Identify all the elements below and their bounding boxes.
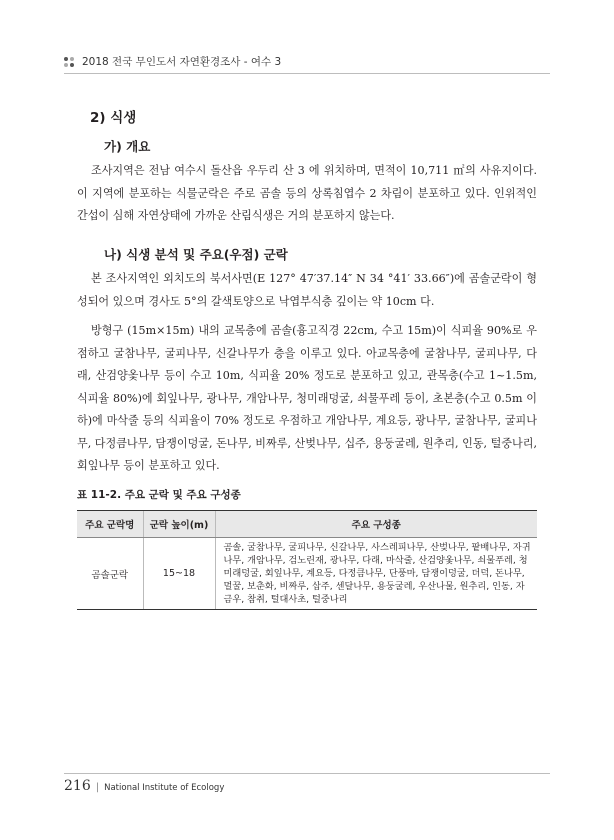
table-caption: 표 11-2. 주요 군락 및 주요 구성종 (77, 489, 241, 501)
analysis-paragraph-2: 방형구 (15m×15m) 내의 교목층에 곰솔(흉고직경 22cm, 수고 15m)이 식피율 90%로 우점하고 굴참나무, 굴피나무, 신갈나무가 층을 이루고 있다. 아교목층에 굴참나무, 굴피나무, 다래, 산검양옻나무 등이 수고 10m, 식피율 20% 정도로 분포하고 있고, 관목층(수고 1~1.5m, 식피율 80%)에 회잎나무, 광나무, 개암나무, 청미래덩굴, 쇠물푸레 등이, 초본층(수고 0.5m 이하)에 마삭줄 등의 식피율이 70% 정도로 우점하고 개암나무, 계요등, 광나무, 굴참나무, 굴피나무, 다정큼나무, 담쟁이덩굴, 돈나무, 비짜루, 산벚나무, 십주, 용둥굴레, 원추리, 인동, 털중나리, 회잎나무 등이 분포하고 있다. (77, 324, 537, 472)
footer-divider (64, 773, 550, 774)
community-species-table (77, 510, 537, 610)
header-divider (64, 73, 550, 74)
subsection-heading-analysis: 나) 식생 분석 및 주요(우점) 군락 (104, 247, 288, 262)
community-height-cell: 15~18 (143, 538, 215, 610)
footer-separator: | (95, 782, 100, 793)
community-name-cell: 곰솔군락 (77, 538, 143, 610)
grid-dots-icon (64, 57, 74, 67)
page-footer (64, 778, 224, 794)
column-header-species: 주요 구성종 (215, 511, 537, 538)
overview-paragraph: 조사지역은 전남 여수시 돌산읍 우두리 산 3 에 위치하며, 면적이 10,711 ㎡의 사유지이다. 이 지역에 분포하는 식물군락은 주로 곰솔 등의 상록침엽수 2 차림이 분포하고 있다. 인위적인 간섭이 심해 자연상태에 가까운 산림식생은 거의 분포하지 않는다. (77, 164, 537, 222)
analysis-paragraph-1: 본 조사지역인 외치도의 북서사면(E 127° 47′37.14″ N 34 °41′ 33.66″)에 곰솔군락이 형성되어 있으며 경사도 5°의 갈색토양으로 낙엽부식층 깊이는 약 10cm 다. (77, 272, 537, 308)
section-heading: 2) 식생 (90, 110, 137, 126)
page-number: 216 (64, 778, 91, 794)
subsection-heading-overview: 가) 개요 (104, 139, 151, 154)
table-row (77, 538, 537, 610)
footer-institute: National Institute of Ecology (104, 783, 225, 793)
table-header-row (77, 511, 537, 538)
running-header (64, 54, 281, 69)
column-header-community: 주요 군락명 (77, 511, 143, 538)
species-list-cell: 곰솔, 굴참나무, 굴피나무, 신갈나무, 사스레피나무, 산벚나무, 팥배나무, 자귀나무, 개암나무, 검노린재, 광나무, 다래, 마삭줄, 산검양옻나무, 쇠물푸레, 청미래덩굴, 회잎나무, 계요등, 다정큼나무, 단풍마, 담쟁이덩굴, 더덕, 돈나무, 멀꿀, 보춘화, 비짜루, 삽주, 센달나무, 용둥굴레, 우산나물, 원추리, 인동, 자금우, 참취, 털대사초, 털중나리 (215, 538, 537, 610)
running-title: 2018 전국 무인도서 자연환경조사 - 여수 3 (82, 56, 282, 68)
column-header-height: 군락 높이(m) (143, 511, 215, 538)
